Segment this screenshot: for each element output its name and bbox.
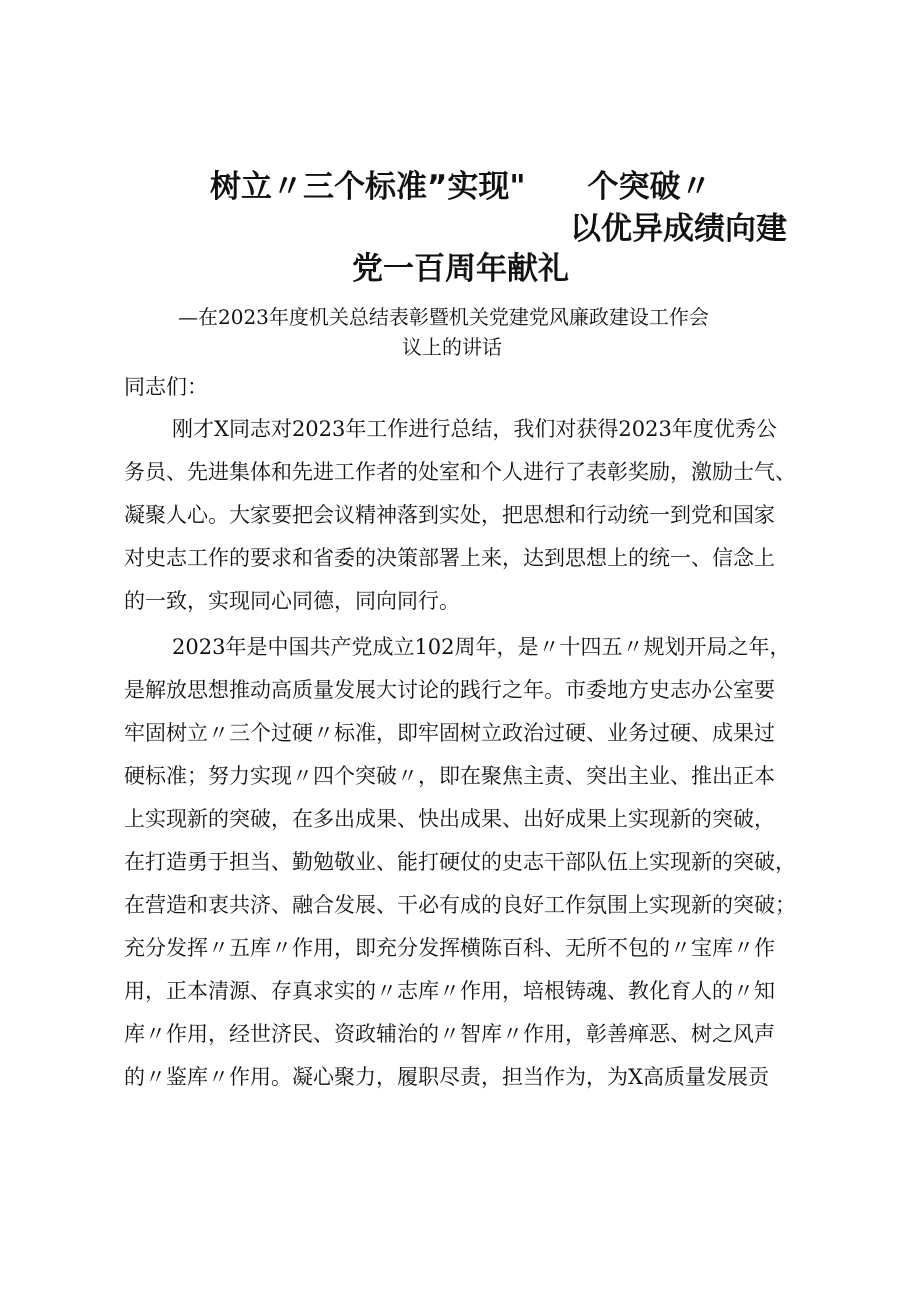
paragraph-2-line: 2023年是中国共产党成立102周年，是〃十四五〃规划开局之年， (172, 635, 791, 659)
paragraph-2-line: 牢固树立〃三个过硬〃标准，即牢固树立政治过硬、业务过硬、成果过 (124, 721, 775, 745)
paragraph-2-line: 是解放思想推动高质量发展大讨论的践行之年。市委地方史志办公室要 (124, 678, 775, 702)
paragraph-2-line: 库〃作用，经世济民、资政辅治的〃智库〃作用，彰善瘅恶、树之风声 (124, 1022, 775, 1046)
title-line-2: 以优异成绩向建 (570, 211, 787, 247)
subtitle-line-1: —在2023年度机关总结表彰暨机关党建党风廉政建设工作会 (178, 305, 709, 329)
paragraph-1-line: 对史志工作的要求和省委的决策部署上来，达到思想上的统一、信念上 (124, 546, 775, 570)
paragraph-1-line: 务员、先进集体和先进工作者的处室和个人进行了表彰奖励，激励士气、 (124, 460, 796, 484)
subtitle-line-2: 议上的讲话 (402, 335, 502, 359)
paragraph-2-line: 充分发挥〃五库〃作用，即充分发挥横陈百科、无所不包的〃宝库〃作 (124, 936, 775, 960)
paragraph-2-line: 用，正本清源、存真求实的〃志库〃作用，培根铸魂、教化育人的〃知 (124, 979, 775, 1003)
paragraph-1-line: 的一致，实现同心同德，同向同行。 (124, 589, 460, 613)
title-line-1: 树立〃三个标准”实现" 个突破〃 (210, 169, 712, 205)
paragraph-2-line: 在打造勇于担当、勤勉敬业、能打硬仗的史志干部队伍上实现新的突破， (124, 850, 796, 874)
paragraph-2-line: 的〃鉴库〃作用。凝心聚力，履职尽责，担当作为，为X高质量发展贡 (124, 1065, 769, 1089)
paragraph-2-line: 硬标准；努力实现〃四个突破〃，即在聚焦主责、突出主业、推出正本 (124, 764, 775, 788)
salutation: 同志们： (124, 375, 208, 399)
paragraph-1-line: 凝聚人心。大家要把会议精神落到实处，把思想和行动统一到党和国家 (124, 503, 775, 527)
paragraph-2-line: 上实现新的突破，在多出成果、快出成果、出好成果上实现新的突破， (124, 807, 775, 831)
title-line-3: 党一百周年献礼 (352, 251, 569, 287)
paragraph-1-line: 刚才X同志对2023年工作进行总结，我们对获得2023年度优秀公 (172, 417, 777, 441)
paragraph-2-line: 在营造和衷共济、融合发展、干必有成的良好工作氛围上实现新的突破； (124, 893, 796, 917)
